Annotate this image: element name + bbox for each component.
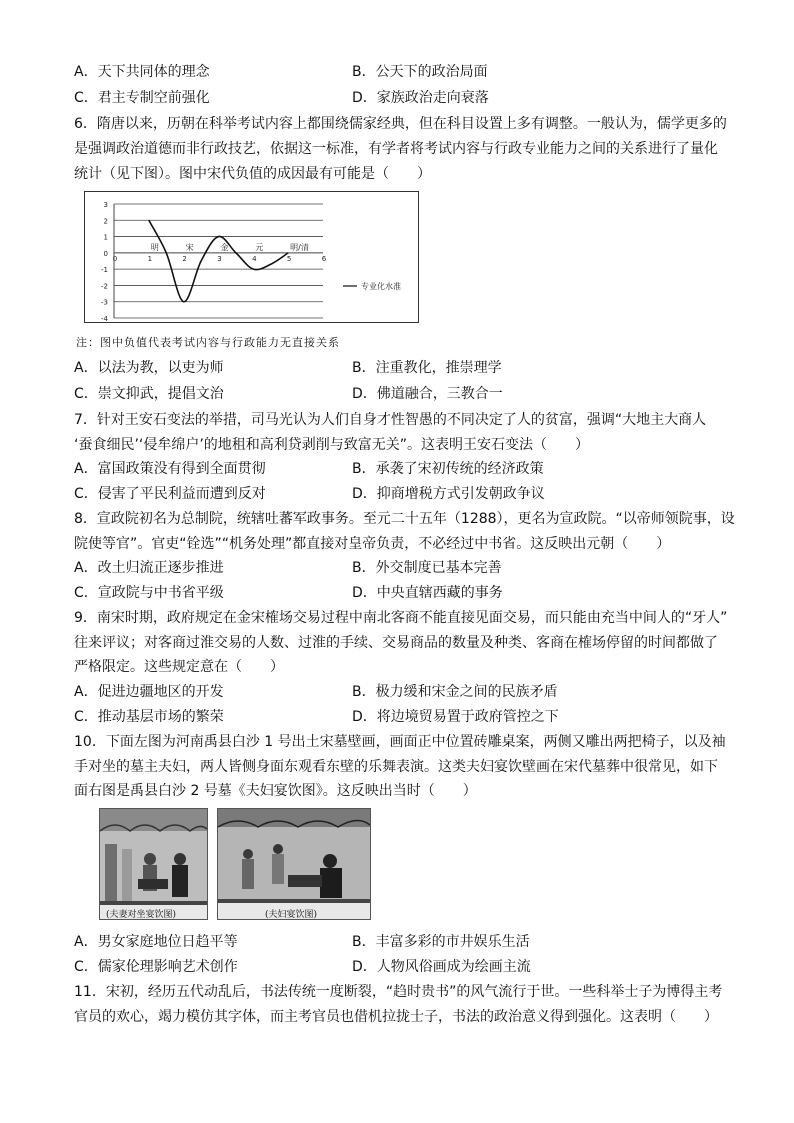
q8-option-d: D．中央直辖西藏的事务 <box>352 585 503 601</box>
mural-image-right <box>217 808 371 920</box>
q6-option-d: D．佛道融合，三教合一 <box>352 386 503 402</box>
q8-stem-line-1: 8．宣政院初名为总制院，统辖吐蕃军政事务。至元二十五年（1288），更名为宣政院。“以帝师领院事，设 <box>74 511 735 527</box>
dynasty-label: 宋 <box>185 242 194 252</box>
x-tick-label: 1 <box>147 254 153 263</box>
y-tick-label: 1 <box>103 233 108 242</box>
mural-image-left <box>99 808 208 920</box>
q9-stem-line-2: 往来评议；对客商过淮交易的人数、过淮的手续、交易商品的数量及种类、客商在榷场停留的时间都做了 <box>74 635 718 651</box>
q5-option-a: A．天下共同体的理念 <box>74 64 210 80</box>
x-tick-label: 4 <box>252 254 257 263</box>
y-tick-label: 3 <box>103 201 108 209</box>
q6-option-a: A．以法为教，以吏为师 <box>74 360 224 376</box>
q9-stem-line-3: 严格限定。这些规定意在（ ） <box>74 659 284 675</box>
q10-stem-line-3: 面右图是禹县白沙 2 号墓《夫妇宴饮图》。这反映出当时（ ） <box>74 783 477 799</box>
y-tick-label: -4 <box>101 315 108 322</box>
y-tick-label: -1 <box>101 266 108 275</box>
y-tick-label: 0 <box>103 249 108 258</box>
q10-stem-line-2: 手对坐的墓主夫妇，两人皆侧身面东观看东壁的乐舞表演。这类夫妇宴饮壁画在宋代墓葬中很常见，如下 <box>74 759 718 775</box>
q9-option-b: B．极力缓和宋金之间的民族矛盾 <box>352 684 558 700</box>
q6-stem-line-3: 统计（见下图）。图中宋代负值的成因最有可能是（ ） <box>74 166 431 182</box>
q6-stem-line-2: 是强调政治道德而非行政技艺，依据这一标准，有学者将考试内容与行政专业能力之间的关系进行了量化 <box>74 141 718 157</box>
q6-stem-line-1: 6．隋唐以来，历朝在科举考试内容上都围绕儒家经典，但在科目设置上多有调整。一般认为，儒学更多的 <box>74 116 727 132</box>
q7-option-a: A．富国政策没有得到全面贯彻 <box>74 461 266 477</box>
q10-stem-line-1: 10．下面左图为河南禹县白沙 1 号出土宋墓壁画，画面正中位置砖雕桌案，两侧又雕出两把椅子，以及袖 <box>74 734 726 750</box>
q10-option-c: C．儒家伦理影响艺术创作 <box>74 959 238 975</box>
q6-chart-svg <box>85 192 418 322</box>
q7-option-c: C．侵害了平民利益而遭到反对 <box>74 486 266 502</box>
x-tick-label: 6 <box>321 254 327 263</box>
dynasty-label: 元 <box>255 242 264 252</box>
q10-option-b: B．丰富多彩的市井娱乐生活 <box>352 934 530 950</box>
q9-option-a: A．促进边疆地区的开发 <box>74 684 224 700</box>
q7-stem-line-2: ‘蚕食细民’‘侵牟绵户’的地租和高利贷剥削与致富无关”。这表明王安石变法（ ） <box>74 437 590 453</box>
q11-stem-line-1: 11．宋初，经历五代动乱后，书法传统一度断裂，“趋时贵书”的风气流行于世。一些科举士子为博得主考 <box>74 984 723 1000</box>
y-tick-label: 2 <box>103 217 108 226</box>
q7-stem-line-1: 7．针对王安石变法的举措，司马光认为人们自身才性智愚的不同决定了人的贫富，强调“大地主大商人 <box>74 412 707 428</box>
dynasty-label: 明/清 <box>290 242 309 252</box>
q8-option-c: C．宣政院与中书省平级 <box>74 585 224 601</box>
x-tick-label: 0 <box>112 254 118 263</box>
legend-label: 专业化水准 <box>361 282 401 291</box>
q7-option-d: D．抑商增税方式引发朝政争议 <box>352 486 545 502</box>
q7-option-b: B．承袭了宋初传统的经济政策 <box>352 461 544 477</box>
q5-option-d: D．家族政治走向衰落 <box>352 90 489 106</box>
x-tick-label: 3 <box>217 254 222 263</box>
q10-option-a: A．男女家庭地位日趋平等 <box>74 934 238 950</box>
q10-option-d: D．人物风俗画成为绘画主流 <box>352 959 531 975</box>
y-tick-label: -3 <box>101 298 108 307</box>
q5-option-c: C．君主专制空前强化 <box>74 90 210 106</box>
dynasty-label: 金 <box>220 242 229 252</box>
x-tick-label: 5 <box>286 254 292 263</box>
q5-option-b: B．公天下的政治局面 <box>352 64 488 80</box>
q11-stem-line-2: 官员的欢心，竭力模仿其字体，而主考官员也借机拉拢士子，书法的政治意义得到强化。这表明（ ） <box>74 1009 718 1025</box>
q9-option-d: D．将边境贸易置于政府管控之下 <box>352 709 559 725</box>
q9-stem-line-1: 9．南宋时期，政府规定在金宋榷场交易过程中南北客商不能直接见面交易，而只能由充当中间人的“牙人” <box>74 610 728 626</box>
q8-option-b: B．外交制度已基本完善 <box>352 560 502 576</box>
q6-option-b: B．注重教化，推崇理学 <box>352 360 502 376</box>
q9-option-c: C．推动基层市场的繁荣 <box>74 709 224 725</box>
q6-option-c: C．崇文抑武，提倡文治 <box>74 386 224 402</box>
q6-chart <box>84 191 419 323</box>
q8-option-a: A．改土归流正逐步推进 <box>74 560 224 576</box>
dynasty-label: 明 <box>150 242 159 252</box>
y-tick-label: -2 <box>101 282 108 291</box>
mural-caption-right: (夫妇宴饮图) <box>265 910 318 920</box>
mural-caption-left: (夫妻对坐宴饮图) <box>106 910 177 920</box>
q6-chart-note: 注：图中负值代表考试内容与行政能力无直接关系 <box>76 336 340 349</box>
q8-stem-line-2: 院使等官”。官吏“铨选”“机务处理”都直接对皇帝负责，不必经过中书省。这反映出元朝（ ） <box>74 536 671 552</box>
x-tick-label: 2 <box>182 254 187 263</box>
